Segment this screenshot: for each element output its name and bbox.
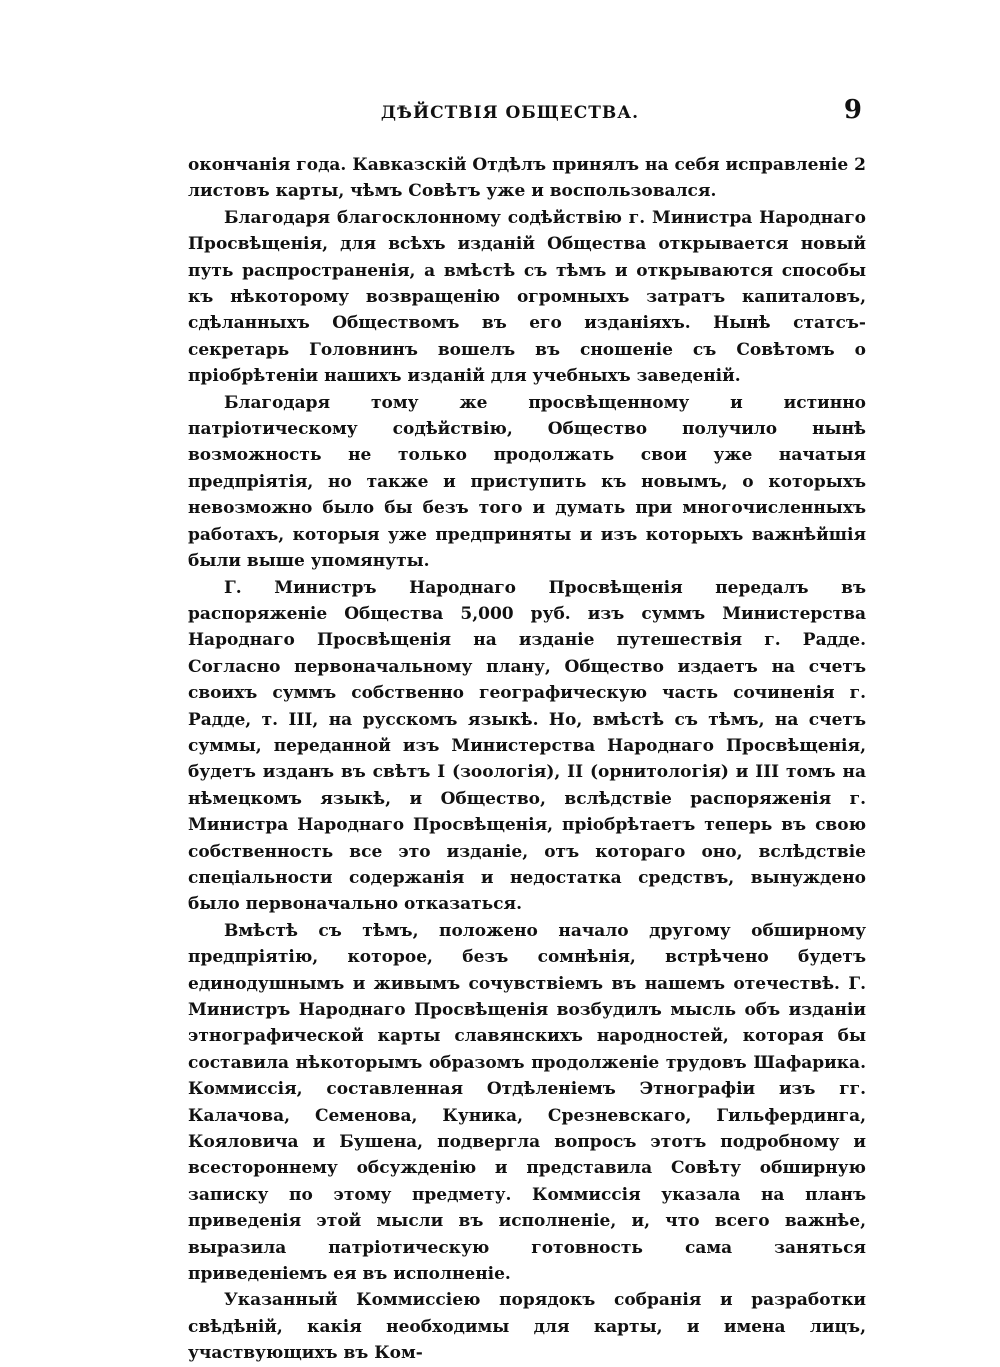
page-number: 9 bbox=[843, 95, 862, 125]
running-head bbox=[190, 95, 870, 129]
paragraph-4: Г. Министръ Народнаго Просвѣщенія передалъ въ распоряженіе Общества 5,000 руб. изъ суммъ Министерства Народнаго Просвѣщенія на изданіе путешествія г. Радде. Согласно первоначальному плану, Общество издаетъ на счетъ своихъ суммъ собственно географическую часть сочиненія г. Радде, т. III, на русскомъ языкѣ. Но, вмѣстѣ съ тѣмъ, на счетъ суммы, переданной изъ Министерства Народнаго Просвѣщенія, будетъ изданъ въ свѣтъ I (зоологія), II (орнитологія) и III томъ на нѣмецкомъ языкѣ, и Общество, вслѣдствіе распоряженія г. Министра Народнаго Просвѣщенія, пріобрѣтаетъ теперь въ свою собственность все это изданіе, отъ котораго оно, вслѣдствіе спеціальности содержанія и недостатка средствъ, вынуждено было первоначально отказаться. bbox=[188, 577, 866, 915]
paragraph-3: Благодаря тому же просвѣщенному и истинно патріотическому содѣйствію, Общество получило нынѣ возможность не только продолжать свои уже начатыя предпріятія, но также и приступить къ новымъ, о которыхъ невозможно было бы безъ того и думать при многочисленныхъ работахъ, которыя уже предприняты и изъ которыхъ важнѣйшія были выше упомянуты. bbox=[188, 392, 866, 572]
paragraph-2: Благодаря благосклонному содѣйствію г. Министра Народнаго Просвѣщенія, для всѣхъ изданій Общества открывается новый путь распространенія, а вмѣстѣ съ тѣмъ и открываются способы къ нѣкоторому возвращенію огромныхъ затратъ капиталовъ, сдѣланныхъ Обществомъ въ его изданіяхъ. Нынѣ статсъ-секретарь Головнинъ вошелъ въ сношеніе съ Совѣтомъ о пріобрѣтеніи нашихъ изданій для учебныхъ заведеній. bbox=[188, 207, 866, 387]
text-body bbox=[188, 152, 866, 1367]
paragraph-5: Вмѣстѣ съ тѣмъ, положено начало другому обширному предпріятію, которое, безъ сомнѣнія, встрѣчено будетъ единодушнымъ и живымъ сочувствіемъ въ нашемъ отечествѣ. Г. Министръ Народнаго Просвѣщенія возбудилъ мысль объ изданіи этнографической карты славянскихъ народностей, которая бы составила нѣкоторымъ образомъ продолженіе трудовъ Шафарика. Коммиссія, составленная Отдѣленіемъ Этнографіи изъ гг. Калачова, Семенова, Куника, Срезневскаго, Гильфердинга, Кояловича и Бушена, подвергла вопросъ этотъ подробному и всестороннему обсужденію и представила Совѣту обширную записку по этому предмету. Коммиссія указала на планъ приведенія этой мысли въ исполненіе, и, что всего важнѣе, выразила патріотическую готовность сама заняться приведеніемъ ея въ исполненіе. bbox=[188, 920, 866, 1285]
paragraph-1: окончанія года. Кавказскій Отдѣлъ принялъ на себя исправленіе 2 листовъ карты, чѣмъ Совѣтъ уже и воспользовался. bbox=[188, 155, 866, 202]
paragraph-6: Указанный Коммиссіею порядокъ собранія и разработки свѣдѣній, какія необходимы для карты, и имена лицъ, участвующихъ въ Ком- bbox=[188, 1290, 866, 1364]
running-title: ДѢЙСТВІЯ ОБЩЕСТВА. bbox=[380, 103, 640, 123]
